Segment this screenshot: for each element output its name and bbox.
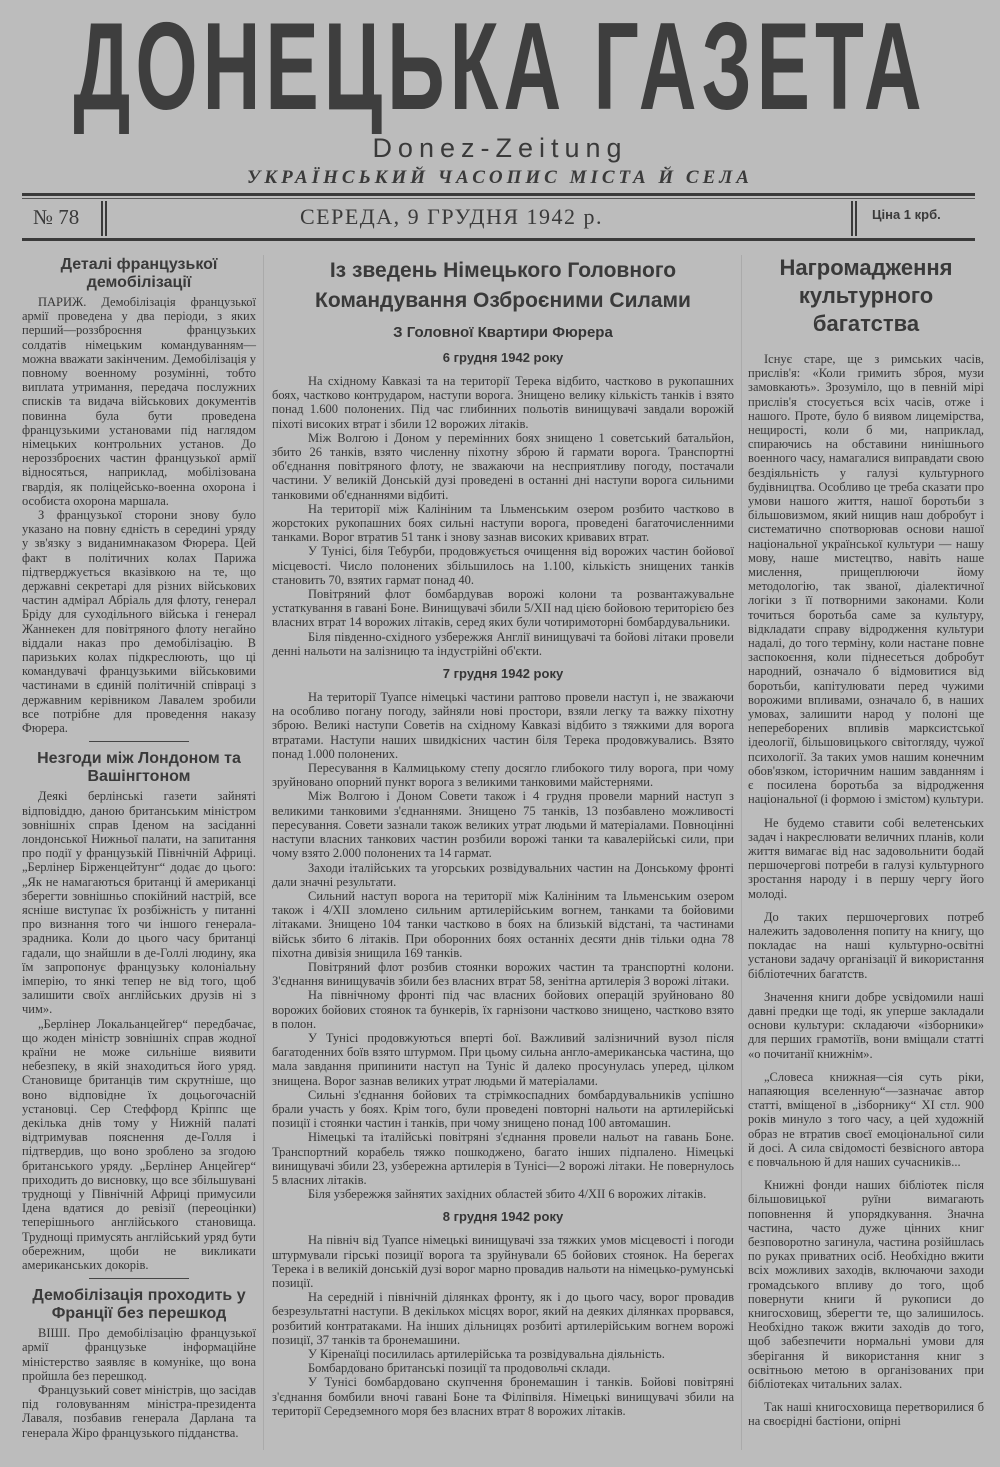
- article-paragraph: У Тунісі бомбардовано скупчення бронемашин і танків. Бойові повітряні з'єднання бомбили вночі гавані Боне та Філіпвіля. Німецькі винищувачі збили на території Середземного моря без власних втрат 8 ворожих літаків.: [272, 1375, 734, 1418]
- article-headline: Незгоди між Лондоном та Вашінгтоном: [37, 750, 241, 786]
- article-paragraph: Біля південно-східного узбережжя Англії винищувачі та бойові літаки провели денні нальоти на залізницю та індустрійні об'єкти.: [272, 629, 734, 658]
- article-paragraph: Біля узбережжя зайнятих західних областей збито 4/XII 6 ворожих літаків.: [308, 1187, 707, 1202]
- newspaper-tagline: УКРАЇНСЬКИЙ ЧАСОПИС МІСТА Й СЕЛА: [247, 167, 753, 188]
- masthead-rule-top: [22, 193, 975, 196]
- masthead-rule-top-thin: [22, 198, 975, 199]
- issue-divider: [105, 201, 107, 236]
- article-paragraph: Бомбардовано британські позиції та продовольчі склади.: [308, 1361, 611, 1376]
- report-date-heading: 6 грудня 1942 року: [442, 350, 564, 365]
- article-subheading: З Головної Квартири Фюрера: [393, 324, 613, 341]
- article-paragraph: Німецькі та італійські повітряні з'єднання провели нальот на гавань Боне. Транспортний корабель тяжко пошкоджено, багато інших підпалено. Німецькі винищувачі збили 23, узбережна артилерія в Тунісі—2 ворожі літаки. Не повернулось 5 власних літаків.: [272, 1130, 734, 1187]
- article-paragraph: Не будемо ставити собі велетенських задач і накреслювати величних планів, коли життя вимагає від нас задовольнити бодай першочергові потреби в галузі культурного зростання народу і в першу чергу його молоді.: [748, 815, 984, 901]
- article-paragraph: Існує старе, ще з римських часів, прислів'я: «Коли гримить зброя, музи замовкають». Зрозуміло, що в певній мірі прислів'я стосується всіх часів, отже і нашого. Проте, було б виявом лицемірства, нещирості, коли б ми, наприклад, спираючись на обставини нинішнього военного часу, намагалися виправдати свою бездіяльність у галузі культурного будівництва. Особливо це треба сказати про умови нашого життя, нашої боротьби з більшовизмом, який нищив наш добробут і систематично спотворював основи нашої національної української культури — нашу мову, наше мистецтво, навіть наше мислення, прищеплюючи йому методологію, так званої, діалектичної логіки з її потворними законами. Коли точиться боротьба саме за культуру, відкладати справу відродження культури надалі, до того терміну, коли настане повне заспокоєння, коли піднесеться добробут народний, означало б відмовитися від боротьби, капітулювати перед чужими ворожими впливами, означало б, в наших умовах, залишити народ у полоні ще непереборених впливів марксистської ідеології, більшовицького світогляду, чужої психології. За таких умов нашим конечним обов'язком, історичним нашим завданням і є посилена боротьба за відродження національної (і формою і змістом) культури.: [748, 352, 984, 807]
- price-divider: [855, 201, 857, 236]
- issue-price: Ціна 1 крб.: [872, 207, 941, 222]
- article-paragraph: ВІШІ. Про демобілізацію французької армії французьке інформаційне міністерство заявляє в комуніке, що вона пройшла без перешкод.: [22, 1326, 256, 1383]
- article-paragraph: Значення книги добре усвідомили наші давні предки ще тоді, як уперше закладали основи культури: складаючи «ізборники» для перших грамотіїв, вони вміщали статті «о почитанії книжнім».: [748, 989, 984, 1061]
- article-paragraph: Деякі берлінські газети зайняті відповіддю, даною британським міністром зовнішніх справ Іденом на засіданні лондонської Нижньої палати, на запитання про події у французькій Північній Африці. „Берлінер Бірженцейтунг“ додає до цього: „Як не намагаються британці й американці зберегти зовнішньо спокійний настрій, все ясніше виступає їх розбіжність у питанні про визнання того чи іншого генерала-зрадника. Коли до цього часу британці гадали, що знайшли в де-Голлі людину, яка їм запропонує французьку колоніальну імперію, то янкі тепер не від того, щоб залишити своїх англійських друзів ні з чим».: [22, 789, 256, 1017]
- article-paragraph: На східному Кавказі та на території Терека відбито, частково в рукопашних боях, частково контрударом, наступи ворога. Знищено велику кількість танків і взято понад 1.600 полонених. Під час глибинних польотів винищувачі завдали ворожій піхоті високих втрат і збили 12 ворожих літаків.: [272, 374, 734, 431]
- article-paragraph: Так наші книгосховища перетворилися б на своєрідні бастіони, опірні: [748, 1400, 984, 1429]
- article-paragraph: Заходи італійських та угорських розвідувальних частин на Донському фронті дали значні результати.: [272, 860, 734, 889]
- column-divider: [741, 255, 742, 1450]
- article-paragraph: Пересування в Калмицькому степу досягло глибокого тилу ворога, при чому зруйновано опорний пункт ворога з великими танковими майстернями.: [272, 761, 734, 790]
- article-paragraph: Повітряний флот бомбардував ворожі колони та розвантажувальне устаткування в гавані Боне. Винищувачі збили 5/XII над цією бойовою територією без власних втрат 14 ворожих літаків, серед яких були чотиримоторні бомбардувальники.: [272, 587, 734, 630]
- article-paragraph: На території Туапсе німецькі частини раптово провели наступ і, не зважаючи на особливо погану погоду, зайняли нові простори, взяли легку та важку піхотну зброю. Великі наступи Советів на східному Кавказі відбито з тяжкими для ворога втратами. Наступи наших швидкісних частин біля Терека продовжувались. Взято понад 1.000 полонених.: [272, 690, 734, 761]
- column-divider: [263, 255, 264, 1450]
- article-paragraph: Між Волгою і Доном Совети також і 4 грудня провели марний наступ з великими танковими з'єднаннями. Знищено 75 танків, 13 позбавлено можливості пересування. Совети зазнали також великих утрат людьми й матеріалами. Повноцінні наступи власних танкових частин розбили ворожі танки та кавалерійські сили, при чому взято 2.000 полонених та 14 гармат.: [272, 789, 734, 861]
- article-paragraph: ПАРИЖ. Демобілізація французької армії проведена у два періоди, з яких перший—роззброєння французьких солдатів німецьким командуванням—можна вважати закінченим. Демобілізація у повному военному розумінні, тобто виплата утримання, передача послужних списків та видача військових документів повинна була бути проведена французькими установами під наглядом німецьких контрольних установ. До нероззброєних частин французької армії відносяться, наприклад, мобілізована гвардія, як поліцейсько-военна охорона і особиста охорона маршала.: [22, 295, 256, 508]
- article-headline: Деталі французької демобілізації: [60, 256, 218, 291]
- article-paragraph: У Кіренаїці посилилась артилерійська та розвідувальна діяльність.: [308, 1347, 665, 1361]
- report-date-heading: 8 грудня 1942 року: [442, 1209, 564, 1225]
- newspaper-subtitle: Donez-Zeitung: [372, 133, 628, 163]
- column-right: [748, 252, 984, 1438]
- article-paragraph: Книжні фонди наших бібліотек після більшовицької руїни вимагають поповнення й упорядкування. Значна частина, часто дуже цінних книг безповоротно загинула, частина розійшлась по руках приватних осіб. Необхідно вжити всіх можливих заходів, включаючи заходи громадського впливу до того, щоб повернути книги й рукописи до книгосховищ, зберегти те, що залишилось. Необхідно також вжити заходів до того, щоб забезпечити нормальні умови для зберігання й використання книг з освітньою метою в організованих при бібліотеках читальних залах.: [748, 1178, 984, 1392]
- article-paragraph: У Тунісі продовжуються вперті бої. Важливий залізничний вузол після багатоденних боїв взято штурмом. При цьому сильна англо-американська частина, що мала завдання припинити наступ на Туніс й далеко просунулась уперед, цілком знищена. Ворог зазнав великих утрат людьми й матеріалами.: [272, 1030, 734, 1088]
- newspaper-title: ДОНЕЦЬКА ГАЗЕТА: [73, 0, 927, 136]
- column-left: [22, 252, 256, 1440]
- article-paragraph: Сильні з'єднання бойових та стрімкоспадних бомбардувальників успішно брали участь у боях. Крім того, були проведені повторні нальоти на артилерійські позиції і стоянки частин і танків, при чому знищено понад 100 автомашин.: [272, 1087, 734, 1131]
- article-paragraph: До таких першочергових потреб належить задоволення попиту на книгу, що покладає на наші культурно-освітні установи задачу організації й використання бібліотечних багатств.: [748, 909, 984, 981]
- column-center: [272, 252, 734, 1418]
- article-paragraph: „Словеса книжная—сія суть ріки, напаяющия вселенную“—зазначає автор статті, вміщеної в „ізборнику“ XI стл. 900 років минуло з того часу, а цей художній образ не втратив своєї емоціональної сили й досі. А сила свідомості безвісного автора є повчальною й для наших сучасників...: [748, 1069, 984, 1169]
- article-separator: [89, 1278, 189, 1279]
- article-paragraph: „Берлінер Локальанцейгер“ передбачає, що жоден міністр зовнішніх справ жодної країни не може сильніше виявити небезпеку, в якій знаходиться його уряд. Становище британців тим скрутніше, що воно відповідне їх доцьогочасній установці. Сер Стеффорд Кріппс ще декілька днів тому у Нижній палаті відтримував пояснення де-Голля і підтвердив, що воно зроблено за згодою британського уряду. „Берлінер Анцейгер“ приходить до висновку, що все збільшувані труднощі у Північній Африці примусили Ідена вдатися до ревізії (переоцінки) теперішнього англійського становища. Труднощі примусять англійський уряд бути обережним, щоби не викликати американських докорів.: [22, 1016, 256, 1272]
- article-headline: Демобілізація проходить у Франції без перешкод: [32, 1287, 246, 1323]
- article-paragraph: На північному фронті під час власних бойових операцій зруйновано 80 ворожих бойових стоянок та бункерів, їх гарнізони частково знищено, частково взято в полон.: [272, 988, 734, 1031]
- article-paragraph: З французької сторони знову було указано на повну єдність в середині уряду у зв'язку з виданимнаказом Фюрера. Цей факт в політичних колах Парижа підтверджується вказівкою на те, що державні секретарі для різних військових частин адмірал Абріаль для флоту, генерал Бріду для суходільного війська і генерал Жаннекен для повітряного флоту негайно віддали наказ про демобілізацію. В паризьких колах підкреслюють, що ці командувачі французькими військовими частинами в єдиній політичній співраці з державним керівником Лавалем зробили все потрібне для проведення наказу Фюрера.: [22, 508, 256, 736]
- article-paragraph: На середній і північній ділянках фронту, як і до цього часу, ворог провадив безрезультатні наступи. В декількох місцях ворог, який на деяких ділянках прорвався, розбитий контратаками. На інших дільницях розбиті артилерійським вогнем ворожі позиції, 37 танків та бронемашини.: [272, 1290, 734, 1347]
- masthead-rule-bottom: [22, 238, 975, 241]
- article-paragraph: На північ від Туапсе німецькі винищувачі зза тяжких умов місцевості і погоди штурмували гірські позиції ворога та зруйнували 65 бойових стоянок. На берегах Терека і в великій донській дузі ворог марно провадив нальоти на німецько-румунські позиції.: [272, 1233, 734, 1290]
- issue-number: № 78: [33, 205, 80, 229]
- issue-date: СЕРЕДА, 9 ГРУДНЯ 1942 р.: [300, 204, 604, 229]
- price-divider: [851, 201, 853, 236]
- article-separator: [89, 741, 189, 742]
- article-paragraph: Сильний наступ ворога на території між Калініним та Ільменським озером також і 4/XII зломлено сильним артилерійським вогнем, танками та бойовими літаками. Знищено 104 танки частково в боях на близькій відстані, та частинами військ збито 6 літаків. При оборонних боях останніх десяти днів тільки одна 78 піхотна дивізія знищила 169 танків.: [272, 888, 734, 960]
- article-paragraph: Повітряний флот розбив стоянки ворожих частин та транспортні колони. З'єднання винищувачів збили без власних втрат 58, зенітна артилерія 3 ворожі літаки.: [272, 959, 734, 989]
- article-headline: Із зведень Німецького Головного Командування Озброєними Силами: [315, 259, 691, 312]
- report-date-heading: 7 грудня 1942 року: [442, 666, 564, 682]
- article-paragraph: На території між Калініним та Ільменським озером розбито частково в жорстоких рукопашних боях сильні наступи ворога, проведені багаточисленними танками. Ворог втратив 51 танк і знову зазнав високих кривавих втрат.: [272, 501, 734, 545]
- article-paragraph: У Тунісі, біля Тебурби, продовжується очищення від ворожих частин бойової місцевості. Число полонених збільшилось на 1.100, кількість знищених танків становить 70, взятих гармат понад 40.: [272, 544, 734, 587]
- article-paragraph: Французький совет міністрів, що засідав під головуванням міністра-президента Лаваля, позбавив генерала Дарлана та генерала Жіро французького підданства.: [22, 1383, 256, 1440]
- article-headline: Нагромадження культурного багатства: [779, 255, 953, 336]
- article-paragraph: Між Волгою і Доном у перемінних боях знищено 1 советський батальйон, збито 26 танків, взято численну піхотну зброю й гармати ворога. Транспортні об'єднання повітряного флоту, не зважаючи на несприятливу погоду, постачали частини. У великій Донській дузі проведені в останні дні наступи ворога сильними танковими об'єднаннями відбиті.: [272, 430, 734, 502]
- issue-divider: [101, 201, 103, 236]
